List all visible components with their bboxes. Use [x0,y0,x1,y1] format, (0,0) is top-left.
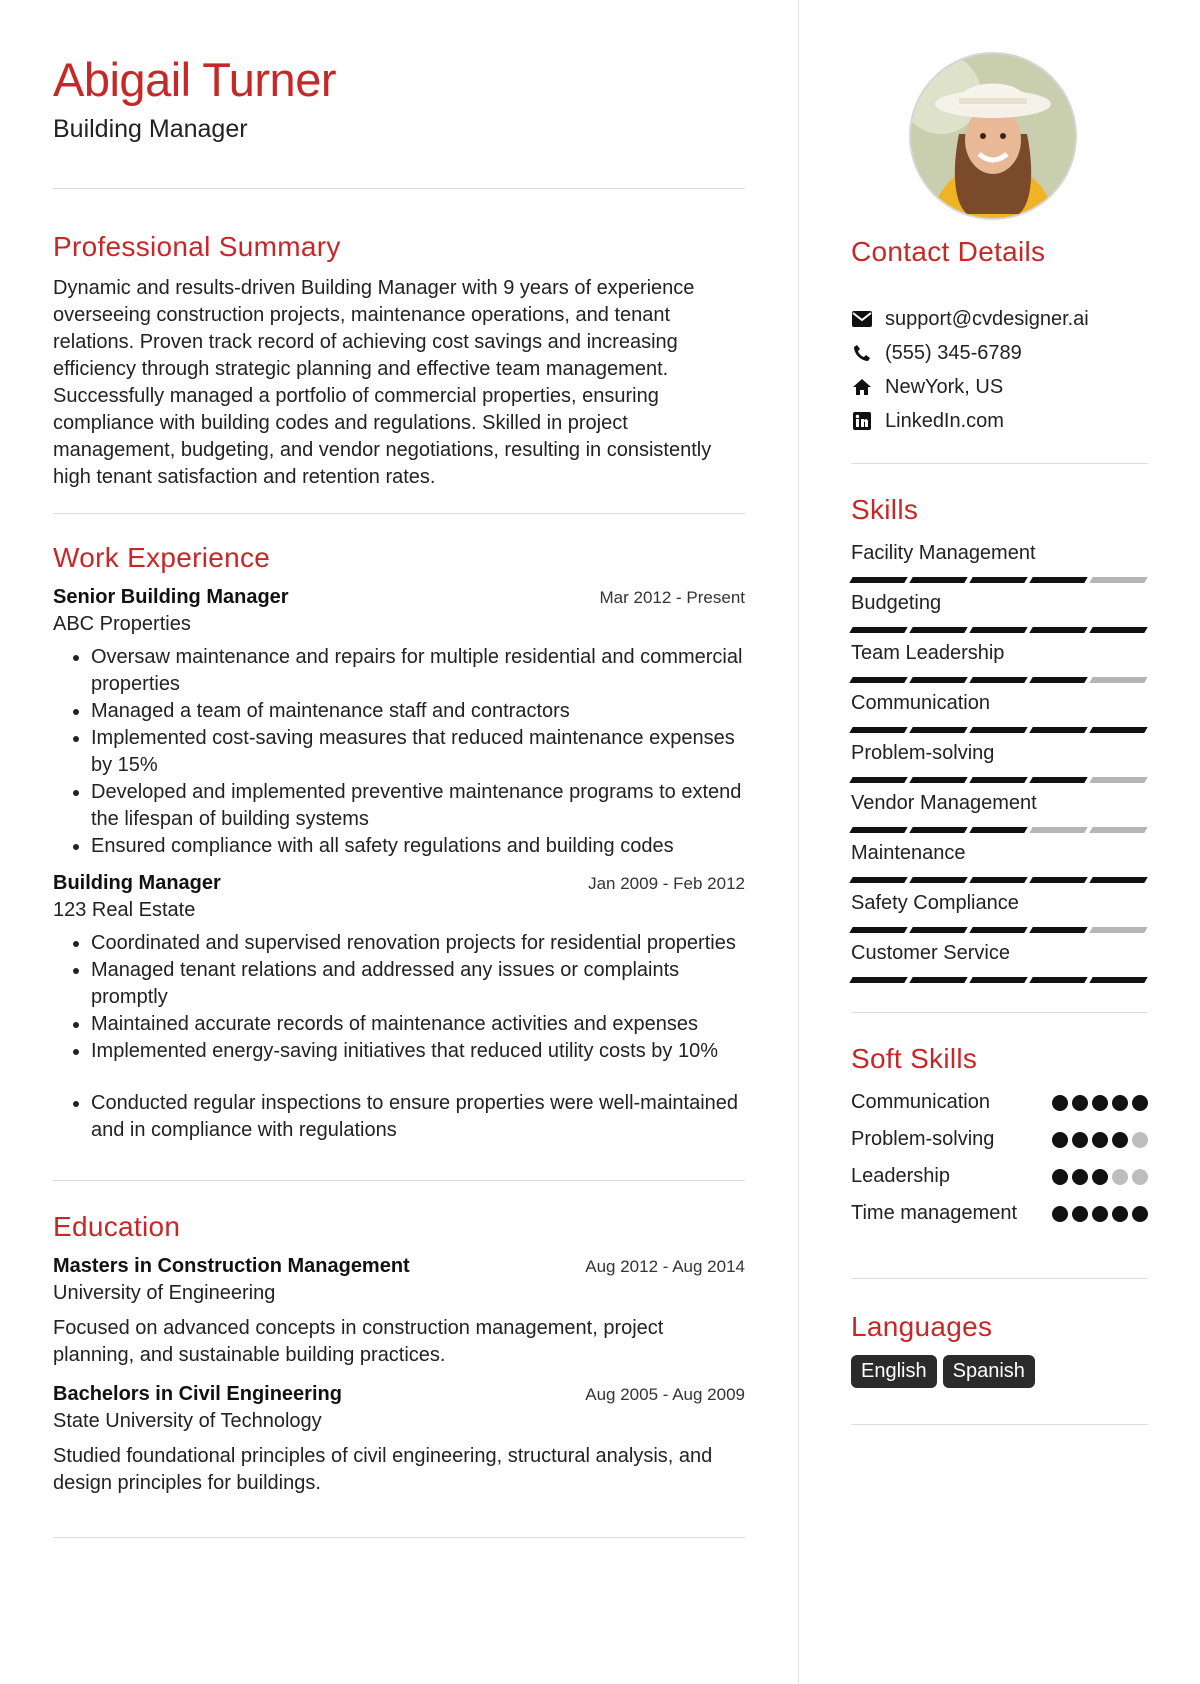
skill-name: Maintenance [851,842,966,864]
rating-dot [1072,1206,1088,1222]
job-entry [53,872,745,1144]
skill-level-segment [849,877,907,883]
soft-skills-heading: Soft Skills [851,1043,978,1074]
skill-level-segment [1089,777,1147,783]
skill-item [851,940,1148,990]
bullet-item: • Implemented energy-saving initiatives that reduced utility costs by 10% [91,1038,745,1065]
bullet-item: • Managed tenant relations and addressed any issues or complaints promptly [91,957,745,1011]
skill-level-segment [849,827,907,833]
bullet-item: • Maintained accurate records of maintenance activities and expenses [91,1011,745,1038]
job-title: Building Manager [53,872,221,894]
contact-text: support@cvdesigner.ai [885,307,1089,330]
rating-dot [1092,1132,1108,1148]
divider [53,513,745,514]
skill-name: Facility Management [851,542,1036,564]
main-column [53,50,745,1538]
education-date: Aug 2005 - Aug 2009 [585,1385,745,1404]
skill-level-bar [851,577,1148,590]
job-bullets [53,644,745,860]
skill-level-segment [1029,727,1087,733]
home-icon [851,376,873,398]
education-description: Focused on advanced concepts in construction management, project planning, and sustainable building practices. [53,1317,664,1366]
soft-skill-rating [1052,1132,1148,1148]
job-date: Jan 2009 - Feb 2012 [588,874,745,893]
candidate-name: Abigail Turner [53,53,336,106]
job-bullets [53,930,745,1144]
soft-skill-name: Communication [851,1091,990,1113]
bullet-item: • Implemented cost-saving measures that reduced maintenance expenses by 15% [91,725,745,779]
skill-level-segment [909,877,967,883]
bullet-item: • Ensured compliance with all safety regulations and building codes [91,833,745,860]
skill-level-segment [969,727,1027,733]
skill-name: Communication [851,692,990,714]
skill-level-segment [969,777,1027,783]
rating-dot [1052,1206,1068,1222]
skill-item [851,640,1148,690]
rating-dot [1072,1169,1088,1185]
soft-skill-item [851,1163,1148,1190]
skill-item [851,840,1148,890]
skill-level-segment [1029,827,1087,833]
skill-level-segment [1089,677,1147,683]
soft-skill-rating [1052,1095,1148,1111]
degree-title: Bachelors in Civil Engineering [53,1383,342,1405]
contact-email[interactable] [851,302,1148,336]
skill-level-segment [849,677,907,683]
skill-level-segment [849,977,907,983]
job-date: Mar 2012 - Present [599,588,745,607]
skill-level-segment [909,577,967,583]
contact-linkedin[interactable] [851,404,1148,438]
divider [53,1180,745,1181]
skill-level-segment [1089,827,1147,833]
soft-skill-item [851,1089,1148,1116]
candidate-title: Building Manager [53,115,248,143]
languages-list [851,1355,1035,1388]
skill-level-segment [1029,627,1087,633]
soft-skill-item [851,1126,1148,1153]
skill-level-segment [909,777,967,783]
education-heading: Education [53,1211,181,1242]
skill-name: Budgeting [851,592,942,614]
divider [851,1012,1148,1013]
skill-level-segment [969,977,1027,983]
rating-dot [1132,1132,1148,1148]
bullet-item: • Managed a team of maintenance staff and contractors [91,698,745,725]
skill-name: Safety Compliance [851,892,1019,914]
skill-level-segment [1029,577,1087,583]
skill-level-bar [851,677,1148,690]
phone-icon [851,342,873,364]
skill-level-segment [969,877,1027,883]
skill-item [851,790,1148,840]
bullet-item: • Developed and implemented preventive maintenance programs to extend the lifespan of building systems [91,779,745,833]
soft-skill-name: Problem-solving [851,1128,995,1150]
bullet-item: • Coordinated and supervised renovation projects for residential properties [91,930,745,957]
skill-level-segment [1029,677,1087,683]
skill-name: Problem-solving [851,742,995,764]
rating-dot [1052,1132,1068,1148]
soft-skill-rating [1052,1169,1148,1185]
skills-list [851,540,1148,990]
contact-text: NewYork, US [885,375,1004,398]
contact-heading: Contact Details [851,236,1046,267]
skill-item [851,540,1148,590]
skill-level-segment [909,977,967,983]
skill-level-segment [909,627,967,633]
skill-level-segment [1089,627,1147,633]
skill-level-segment [1029,777,1087,783]
skill-name: Vendor Management [851,792,1037,814]
skill-level-bar [851,727,1148,740]
education-entry [53,1255,745,1369]
job-organization: 123 Real Estate [53,899,196,921]
soft-skill-item [851,1200,1148,1227]
contact-phone[interactable] [851,336,1148,370]
skill-level-segment [969,577,1027,583]
skill-level-segment [969,627,1027,633]
rating-dot [1112,1095,1128,1111]
skill-level-segment [1089,577,1147,583]
skill-level-segment [909,727,967,733]
soft-skill-rating [1052,1206,1148,1222]
rating-dot [1052,1095,1068,1111]
language-chip: Spanish [943,1355,1035,1388]
bullet-item: • Conducted regular inspections to ensure properties were well-maintained and in compliance with regulations [91,1090,745,1144]
rating-dot [1112,1132,1128,1148]
rating-dot [1072,1132,1088,1148]
job-title: Senior Building Manager [53,586,289,608]
contact-location [851,370,1148,404]
skill-level-bar [851,927,1148,940]
skill-level-segment [909,927,967,933]
education-date: Aug 2012 - Aug 2014 [585,1257,745,1276]
school-name: State University of Technology [53,1410,322,1432]
rating-dot [1132,1169,1148,1185]
skill-level-segment [909,827,967,833]
skill-level-bar [851,627,1148,640]
skill-level-segment [849,777,907,783]
skill-level-segment [1089,877,1147,883]
skill-level-segment [849,727,907,733]
profile-photo [909,52,1077,220]
skill-name: Team Leadership [851,642,1005,664]
skill-level-bar [851,827,1148,840]
skill-level-segment [849,577,907,583]
skill-item [851,740,1148,790]
contact-text: LinkedIn.com [885,409,1004,432]
soft-skills-list [851,1089,1148,1237]
linkedin-icon [851,410,873,432]
skill-item [851,590,1148,640]
skill-level-segment [1029,977,1087,983]
skill-level-bar [851,877,1148,890]
soft-skill-name: Time management [851,1202,1017,1224]
language-chip: English [851,1355,937,1388]
summary-text: Dynamic and results-driven Building Manager with 9 years of experience overseeing construction projects, maintenance operations, and tenant relations. Proven track record of achieving cost savings and increasing efficiency through strategic planning and effective team management. Successfully managed a portfolio of commercial properties, ensuring compliance with building codes and regulations. Skilled in project management, budgeting, and vendor negotiations, resulting in consistently high tenant satisfaction and retention rates. [53,277,712,488]
rating-dot [1132,1206,1148,1222]
skill-level-segment [849,927,907,933]
column-divider [798,0,799,1684]
degree-title: Masters in Construction Management [53,1255,410,1277]
skill-level-segment [1029,877,1087,883]
job-organization: ABC Properties [53,613,191,635]
rating-dot [1112,1169,1128,1185]
rating-dot [1072,1095,1088,1111]
contact-text: (555) 345-6789 [885,341,1022,364]
soft-skill-name: Leadership [851,1165,950,1187]
skill-level-segment [1029,927,1087,933]
skill-level-bar [851,977,1148,990]
rating-dot [1092,1206,1108,1222]
portrait-illustration [911,54,1075,218]
skill-level-segment [1089,927,1147,933]
divider [53,188,745,189]
divider [851,463,1148,464]
rating-dot [1112,1206,1128,1222]
contact-list [851,302,1148,438]
divider [851,1424,1148,1425]
skill-level-segment [909,677,967,683]
education-entry [53,1383,745,1497]
skill-item [851,690,1148,740]
skill-name: Customer Service [851,942,1010,964]
education-description: Studied foundational principles of civil engineering, structural analysis, and design principles for buildings. [53,1445,713,1494]
rating-dot [1132,1095,1148,1111]
skill-level-segment [849,627,907,633]
rating-dot [1092,1095,1108,1111]
skill-level-segment [1089,977,1147,983]
rating-dot [1052,1169,1068,1185]
skill-level-segment [969,927,1027,933]
experience-heading: Work Experience [53,542,271,573]
bullet-item: • Oversaw maintenance and repairs for multiple residential and commercial properties [91,644,745,698]
languages-heading: Languages [851,1311,993,1342]
skills-heading: Skills [851,494,919,525]
rating-dot [1092,1169,1108,1185]
divider [53,1537,745,1538]
job-entry [53,586,745,860]
school-name: University of Engineering [53,1282,276,1304]
skill-level-segment [1089,727,1147,733]
divider [851,1278,1148,1279]
skill-item [851,890,1148,940]
skill-level-bar [851,777,1148,790]
envelope-icon [851,308,873,330]
skill-level-segment [969,827,1027,833]
skill-level-segment [969,677,1027,683]
summary-heading: Professional Summary [53,231,341,262]
